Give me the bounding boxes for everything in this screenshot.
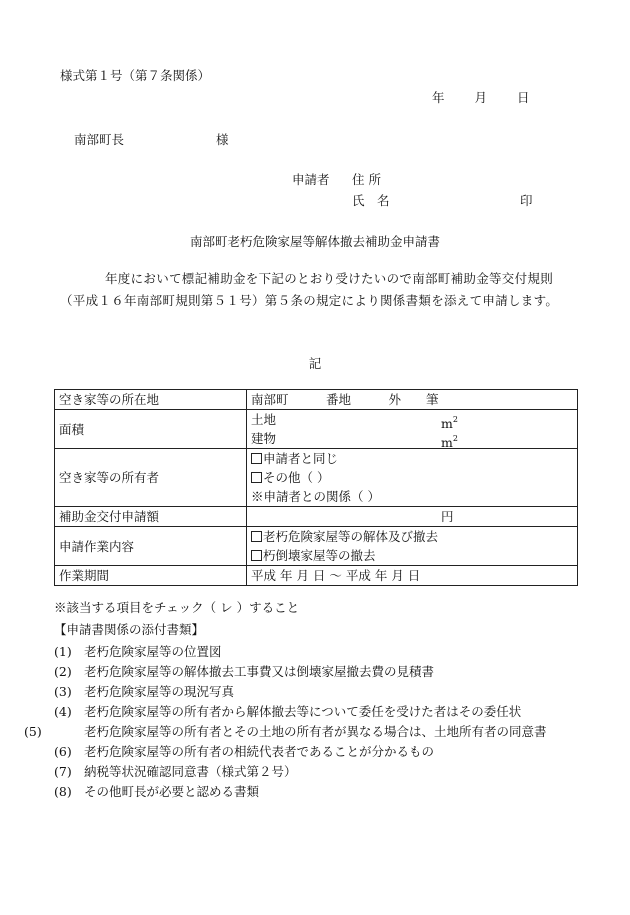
date-line	[432, 90, 529, 105]
table-row	[55, 566, 578, 586]
work-label: 申請作業内容	[55, 527, 247, 566]
owner-opt1-label: 申請者と同じ	[263, 451, 339, 466]
location-label: 空き家等の所在地	[55, 390, 247, 410]
address-label: 住 所	[352, 172, 381, 187]
period-value[interactable]: 平成 年 月 日 ～ 平成 年 月 日	[247, 566, 578, 586]
seal-mark: 印	[520, 193, 533, 208]
work-value	[247, 527, 578, 566]
date-month: 月	[474, 90, 487, 105]
work-opt1-label: 老朽危険家屋等の解体及び撤去	[263, 529, 439, 544]
list-item: (1) 老朽危険家屋等の位置図	[54, 644, 222, 659]
addressee: 南部町長	[74, 132, 125, 147]
period-label: 作業期間	[55, 566, 247, 586]
amount-label: 補助金交付申請額	[55, 507, 247, 527]
amount-value[interactable]	[247, 507, 578, 527]
list-item: (5) 老朽危険家屋等の所有者とその土地の所有者が異なる場合は、土地所有者の同意書	[24, 724, 547, 739]
attachments-heading: 【申請書関係の添付書類】	[54, 622, 205, 637]
list-item: (2) 老朽危険家屋等の解体撤去工事費又は倒壊家屋撤去費の見積書	[54, 664, 435, 679]
form-number: 様式第１号（第７条関係）	[60, 68, 211, 83]
table-row	[55, 390, 578, 410]
ki-heading: 記	[308, 356, 322, 371]
owner-value	[247, 449, 578, 507]
owner-relation[interactable]: ※申請者との関係（ ）	[251, 489, 380, 504]
area-building-label: 建物	[251, 431, 277, 446]
list-item: (8) その他町長が必要と認める書類	[54, 784, 260, 799]
amount-unit: 円	[441, 509, 454, 524]
owner-opt2-label: その他（ ）	[263, 470, 330, 485]
application-table	[54, 389, 578, 586]
table-row	[55, 527, 578, 566]
list-item: (4) 老朽危険家屋等の所有者から解体撤去等について委任を受けた者はその委任状	[54, 704, 522, 719]
area-land-label: 土地	[251, 412, 277, 427]
work-removal-checkbox[interactable]	[251, 550, 262, 561]
date-year: 年	[432, 90, 445, 105]
owner-other-checkbox[interactable]	[251, 472, 262, 483]
area-land-unit: $m^2$	[441, 415, 458, 431]
list-item: (3) 老朽危険家屋等の現況写真	[54, 684, 235, 699]
work-opt2-label: 朽倒壊家屋等の撤去	[263, 548, 376, 563]
area-value[interactable]	[247, 410, 578, 449]
honorific: 様	[216, 132, 229, 147]
list-item: (7) 納税等状況確認同意書（様式第２号）	[54, 764, 297, 779]
area-label: 面積	[55, 410, 247, 449]
attachments-list	[24, 642, 584, 802]
body-paragraph: 年度において標記補助金を下記のとおり受けたいので南部町補助金等交付規則（平成１６年南部町規則第５１号）第５条の規定により関係書類を添えて申請します。	[60, 271, 559, 308]
owner-same-checkbox[interactable]	[251, 453, 262, 464]
owner-label: 空き家等の所有者	[55, 449, 247, 507]
area-building-unit: $m^2$	[441, 434, 458, 450]
list-item: (6) 老朽危険家屋等の所有者の相続代表者であることが分かるもの	[54, 744, 435, 759]
document-title: 南部町老朽危険家屋等解体撤去補助金申請書	[189, 234, 440, 249]
location-value[interactable]: 南部町 番地 外 筆	[247, 390, 578, 410]
applicant-label: 申請者	[292, 172, 330, 187]
check-note: ※該当する項目をチェック（ レ ）すること	[54, 600, 300, 615]
table-row	[55, 410, 578, 449]
work-demolition-checkbox[interactable]	[251, 531, 262, 542]
table-row	[55, 449, 578, 507]
date-day: 日	[516, 90, 530, 105]
table-row	[55, 507, 578, 527]
name-label: 氏 名	[352, 193, 390, 208]
